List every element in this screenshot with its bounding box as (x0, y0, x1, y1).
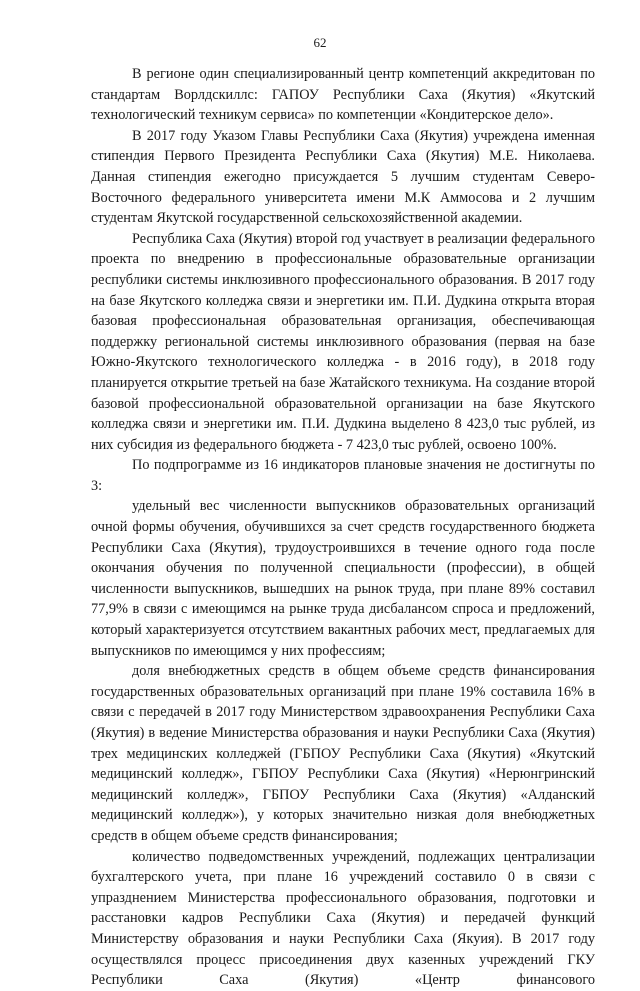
paragraph-accounting-centralization: количество подведомственных учреждений, подлежащих централизации бухгалтерского учета, при плане 16 учреждений составило 0 в связи с упразднением Министерства профессионального образования, подготовки и расстановки кадров Республики Саха (Якутия) и передачей функций Министерству образования и науки Республики Саха (Якуия). В 2017 году осуществлялся процесс присоединения двух казенных учреждений ГКУ Республики Саха (Якутия) «Центр финансового (91, 848, 595, 989)
paragraph-competence-center: В регионе один специализированный центр компетенций аккредитован по стандартам Ворлдскиллс: ГАПОУ Республики Саха (Якутия) «Якутский технологический техникум сервиса» по компетенции «Кондитерское дело». (91, 66, 595, 124)
paragraph-graduates-employment: удельный вес численности выпускников образовательных организаций очной формы обучения, обучившихся за счет средств государственного бюджета Республики Саха (Якутия), трудоустроившихся в течение одного года после окончания обучения по полученной специальности (профессии), в общей численности выпускников, вышедших на рынок труда, при плане 89% составил 77,9% в связи с имеющимся на рынке труда дисбалансом спроса и предложений, который характеризуется отсутствием вакантных рабочих мест, предлагаемых для выпускников по имеющимся у них профессиям; (91, 498, 595, 659)
paragraph-extrabudgetary-funds: доля внебюджетных средств в общем объеме средств финансирования государственных образовательных организаций при плане 19% составила 16% в связи с передачей в 2017 году Министерством здравоохранения Республики Саха (Якутия) в ведение Министерства образования и науки Республики Саха (Якутия) трех медицинских колледжей (ГБПОУ Республики Саха (Якутия) «Якутский медицинский колледж», ГБПОУ Республики Саха (Якутия) «Нерюнгринский медицинский колледж», ГБПОУ Республики Саха (Якутия) «Алданский медицинский колледж»), у которых значительно низкая доля внебюджетных средств в общем объеме средств финансирования; (91, 663, 595, 844)
paragraph-scholarship: В 2017 году Указом Главы Республики Саха (Якутия) учреждена именная стипендия Первого Президента Республики Саха (Якутия) М.Е. Николаева. Данная стипендия ежегодно присуждается 5 лучшим студентам Северо-Восточного федерального университета имени М.К Аммосова и 2 лучшим студентам Якутской государственной сельскохозяйственной академии. (91, 127, 595, 227)
paragraph-indicators-summary: По подпрограмме из 16 индикаторов плановые значения не достигнуты по 3: (91, 457, 595, 494)
paragraph-inclusive-education: Республика Саха (Якутия) второй год участвует в реализации федерального проекта по внедрению в профессиональные образовательные организации республики системы инклюзивного профессионального образования. В 2017 году на базе Якутского колледжа связи и энергетики им. П.И. Дудкина открыта вторая базовая профессиональная образовательная организация, обеспечивающая поддержку региональной системы инклюзивного образования (первая на базе Южно-Якутского технологического колледжа - в 2016 году), в 2018 году планируется открытие третьей на базе Жатайского техникума. На создание второй базовой профессиональной образовательной организации на базе Якутского колледжа связи и энергетики им. П.И. Дудкина выделено 8 423,0 тыс рублей, из них субсидия из федерального бюджета - 7 423,0 тыс рублей, освоено 100%. (91, 230, 595, 453)
page-number: 62 (313, 35, 327, 50)
document-body (91, 64, 595, 991)
